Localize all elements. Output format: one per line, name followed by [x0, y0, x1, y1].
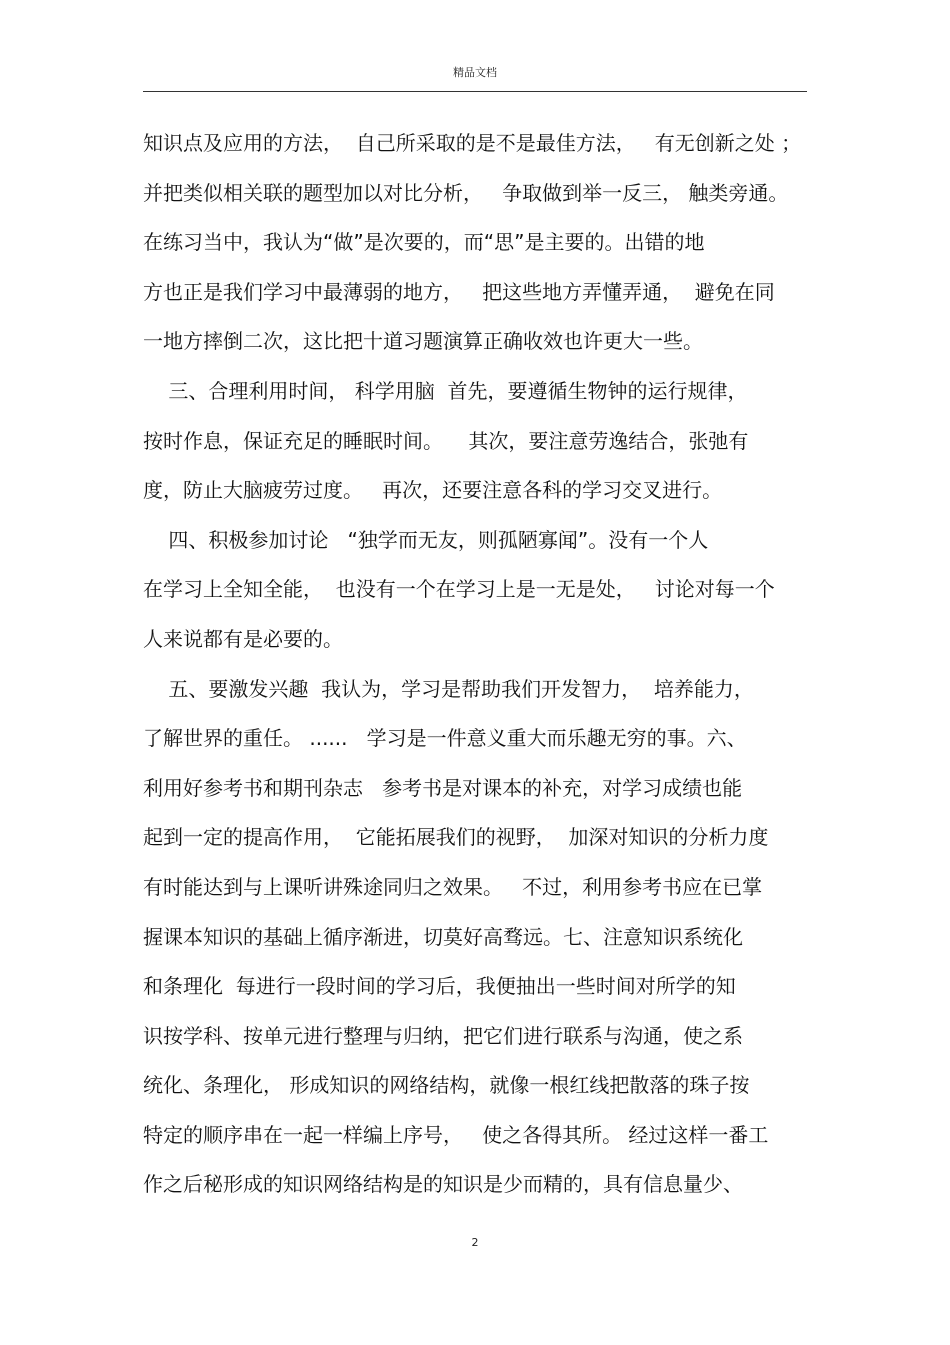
text-line: 四、积极参加讨论 “独学而无友，则孤陋寡闻”。没有一个人: [143, 527, 709, 552]
text-line: 握课本知识的基础上循序渐进，切莫好高骛远。七、注意知识系统化: [143, 924, 743, 949]
page-number: 2: [471, 1236, 479, 1249]
text-line: 三、合理利用时间， 科学用脑 首先，要遵循生物钟的运行规律，: [143, 378, 748, 403]
text-line: 作之后秘形成的知识网络结构是的知识是少而精的，具有信息量少、: [143, 1172, 743, 1197]
text-line: 统化、条理化， 形成知识的网络结构，就像一根红线把散落的珠子按: [143, 1073, 750, 1098]
text-line: 按时作息，保证充足的睡眠时间。 其次，要注意劳逸结合，张弛有: [143, 428, 749, 453]
text-line: 度，防止大脑疲劳过度。 再次，还要注意各科的学习交叉进行。: [143, 478, 723, 503]
text-line: 了解世界的重任。 ...... 学习是一件意义重大而乐趣无穷的事。六、: [143, 726, 747, 751]
text-line: 在练习当中，我认为“做”是次要的，而“思”是主要的。出错的地: [143, 230, 705, 255]
header-divider: [143, 91, 807, 92]
text-line: 人来说都有是必要的。: [143, 626, 343, 651]
document-body: [143, 128, 807, 1219]
text-line: 方也正是我们学习中最薄弱的地方， 把这些地方弄懂弄通， 避免在同: [143, 279, 775, 304]
text-line: 有时能达到与上课听讲殊途同归之效果。 不过，利用参考书应在已掌: [143, 874, 763, 899]
text-line: 起到一定的提高作用， 它能拓展我们的视野， 加深对知识的分析力度: [143, 825, 769, 850]
text-line: 知识点及应用的方法， 自己所采取的是不是最佳方法， 有无创新之处 ；: [143, 131, 802, 155]
text-line: 并把类似相关联的题型加以对比分析， 争取做到举一反三， 触类旁通。: [143, 180, 789, 205]
text-line: 五、要激发兴趣 我认为，学习是帮助我们开发智力， 培养能力，: [143, 676, 754, 701]
text-line: 特定的顺序串在一起一样编上序号， 使之各得其所。 经过这样一番工: [143, 1122, 769, 1147]
page-header-title: 精品文档: [453, 66, 497, 79]
text-line: 识按学科、按单元进行整理与归纳，把它们进行联系与沟通，使之系: [143, 1023, 743, 1048]
text-line: 和条理化 每进行一段时间的学习后，我便抽出一些时间对所学的知: [143, 974, 736, 999]
text-line: 在学习上全知全能， 也没有一个在学习上是一无是处， 讨论对每一个: [143, 577, 775, 602]
text-line: 利用好参考书和期刊杂志 参考书是对课本的补充，对学习成绩也能: [143, 775, 743, 800]
text-line: 一地方摔倒二次，这比把十道习题演算正确收效也许更大一些。: [143, 329, 703, 354]
